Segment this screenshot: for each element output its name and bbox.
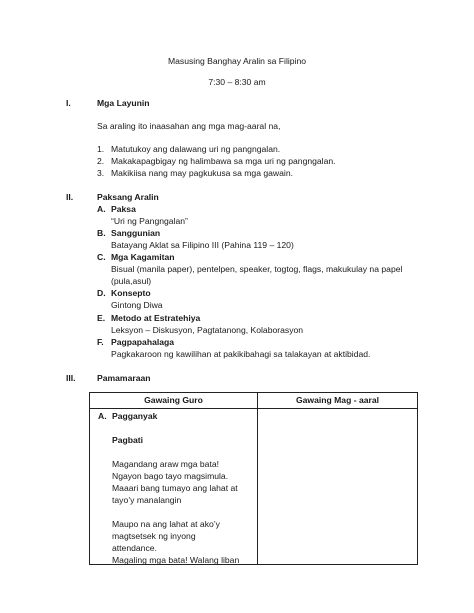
subject-label: Pagpapahalaga	[111, 337, 175, 347]
section-numeral: III.	[66, 373, 76, 383]
subject-value: Gintong Diwa	[111, 300, 163, 310]
section-heading-objectives: Mga Layunin	[97, 98, 150, 108]
subject-value: “Uri ng Pangngalan”	[111, 216, 188, 226]
objective-number: 1.	[97, 144, 105, 154]
student-activity-cell	[258, 409, 418, 565]
teacher-line: Maupo na ang lahat at ako’y	[112, 519, 220, 529]
subject-value: Leksyon – Diskusyon, Pagtatanong, Kolaborasyon	[111, 325, 304, 335]
student-activity-header: Gawaing Mag - aaral	[258, 393, 418, 409]
subject-letter: E.	[97, 313, 106, 323]
subject-label: Paksa	[111, 204, 136, 214]
document-title: Masusing Banghay Aralin sa Filipino	[167, 56, 307, 66]
section-numeral: I.	[66, 98, 71, 108]
teacher-line: tayo’y manalangin	[112, 495, 182, 505]
teacher-line: Ngayon bago tayo magsimula.	[112, 471, 229, 481]
subject-letter: C.	[97, 252, 106, 262]
subject-label: Konsepto	[111, 288, 151, 298]
procedure-table	[89, 392, 418, 565]
objective-number: 3.	[97, 168, 105, 178]
objectives-intro: Sa araling ito inaasahan ang mga mag-aaral na,	[97, 121, 281, 131]
subject-letter: F.	[97, 337, 104, 347]
teacher-line: Magaling mga bata! Walang liban	[112, 555, 240, 564]
subject-letter: A.	[97, 204, 106, 214]
subject-label: Sanggunian	[111, 228, 161, 238]
activity-subheading: Pagbati	[112, 435, 144, 445]
lesson-time: 7:30 – 8:30 am	[208, 77, 266, 87]
teacher-line: Maaari bang tumayo ang lahat at	[112, 483, 238, 493]
subject-value: Batayang Aklat sa Filipino III (Pahina 119 – 120)	[111, 240, 294, 250]
section-numeral: II.	[66, 192, 74, 202]
objective-text: Makakapagbigay ng halimbawa sa mga uri ng pangngalan.	[111, 156, 336, 166]
activity-letter: A.	[98, 411, 107, 421]
table-row	[90, 409, 418, 565]
subject-letter: B.	[97, 228, 106, 238]
subject-value: Pagkakaroon ng kawilihan at pakikibahagi sa talakayan at aktibidad.	[111, 349, 371, 359]
teacher-line: attendance.	[112, 543, 157, 553]
objective-text: Matutukoy ang dalawang uri ng pangngalan.	[111, 144, 281, 154]
section-heading-subject: Paksang Aralin	[97, 192, 159, 202]
subject-value: Bisual (manila paper), pentelpen, speaker, togtog, flags, makukulay na papel	[111, 264, 403, 274]
teacher-activity-cell	[90, 409, 258, 565]
teacher-activity-header: Gawaing Guro	[90, 393, 258, 409]
table-header-row	[90, 393, 418, 409]
section-heading-procedure: Pamamaraan	[97, 373, 151, 383]
subject-label: Mga Kagamitan	[111, 252, 175, 262]
subject-letter: D.	[97, 288, 106, 298]
teacher-line: magtsetsek ng inyong	[112, 531, 196, 541]
objective-number: 2.	[97, 156, 105, 166]
activity-heading: Pagganyak	[112, 411, 158, 421]
subject-value: (pula,asul)	[111, 276, 152, 286]
objective-text: Makikiisa nang may pagkukusa sa mga gawain.	[111, 168, 293, 178]
subject-label: Metodo at Estratehiya	[111, 313, 201, 323]
teacher-line: Magandang araw mga bata!	[112, 459, 220, 469]
